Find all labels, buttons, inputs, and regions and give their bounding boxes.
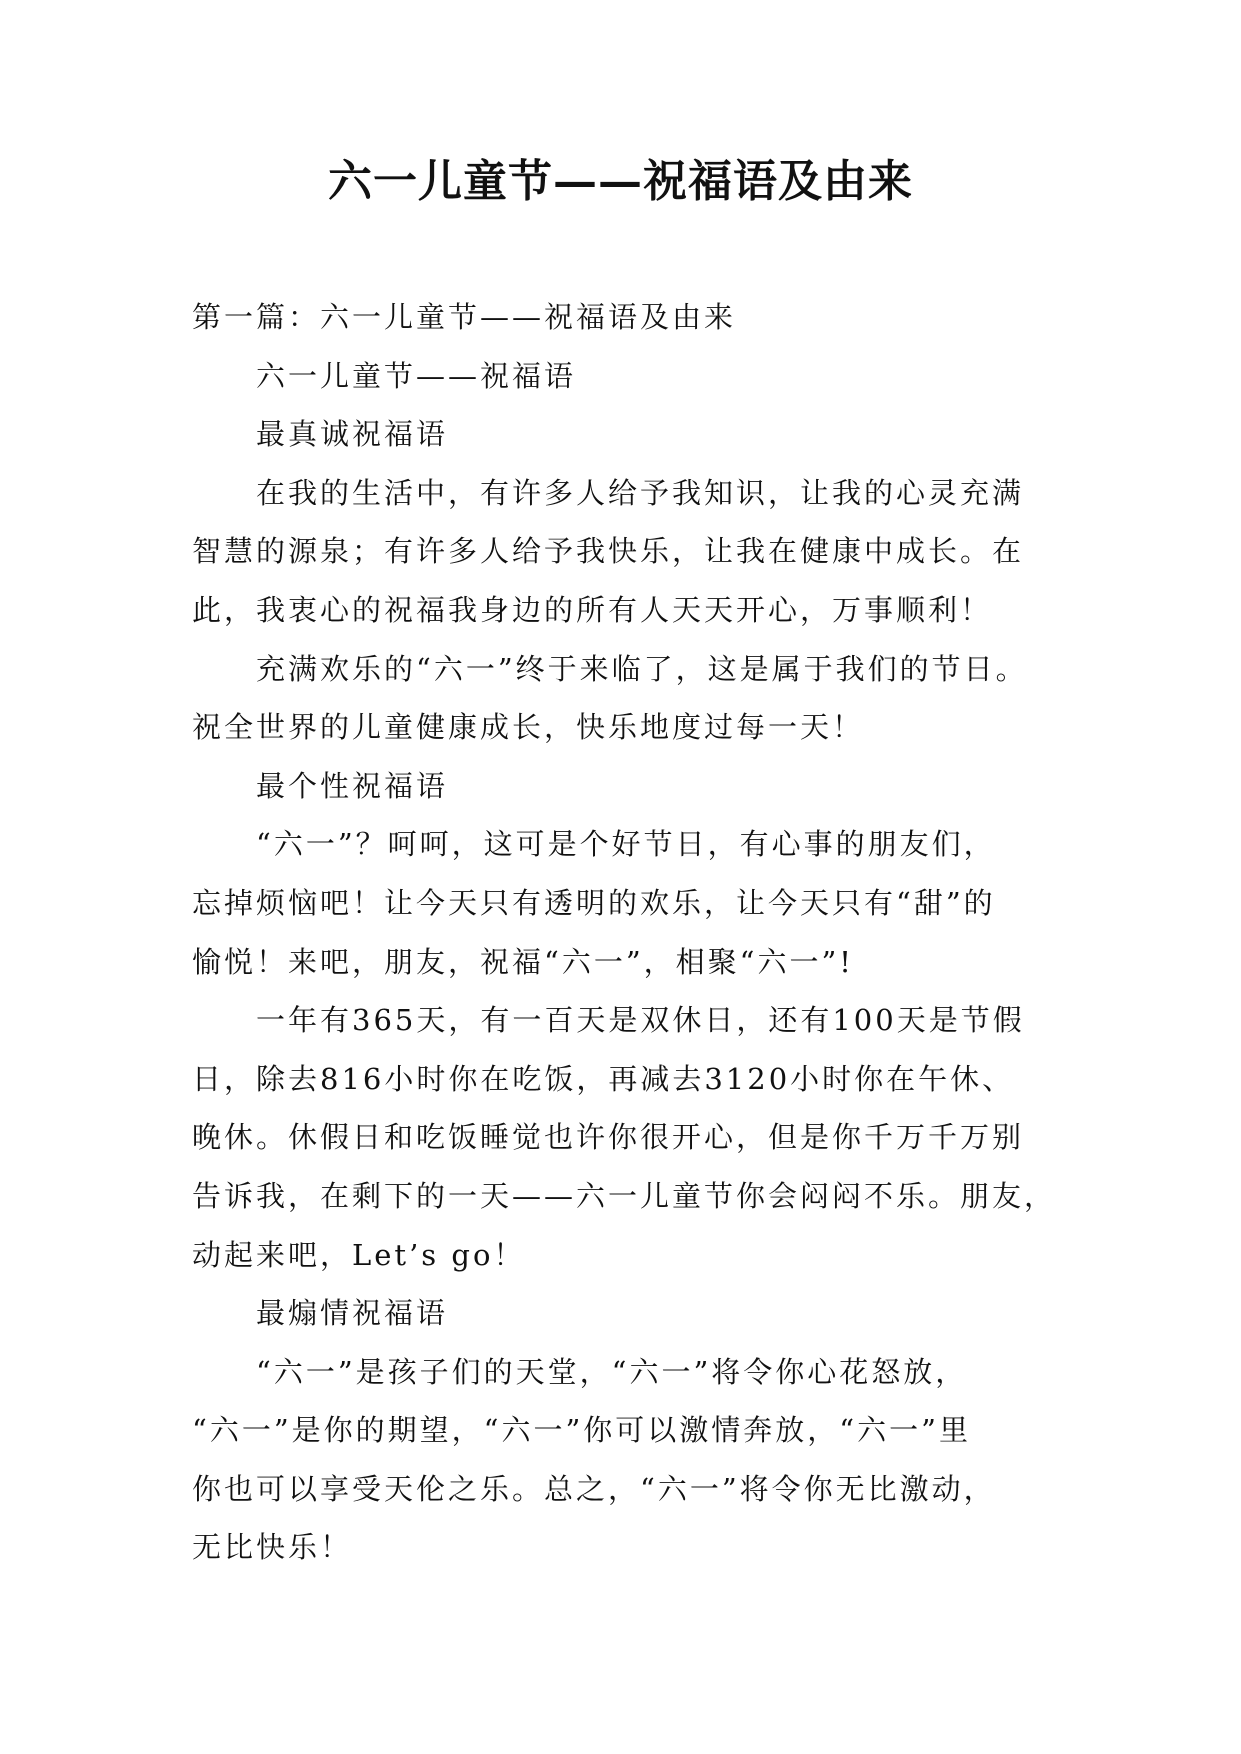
text-line: 智慧的源泉；有许多人给予我快乐，让我在健康中成长。在 bbox=[192, 534, 1025, 569]
text-line: 日，除去816小时你在吃饭，再减去3120小时你在午休、 bbox=[192, 1061, 1015, 1096]
text-line: 第一篇：六一儿童节——祝福语及由来 bbox=[192, 300, 737, 334]
text-line: 动起来吧，Let’s go！ bbox=[192, 1237, 526, 1272]
text-line: 愉悦！来吧，朋友，祝福“六一”，相聚“六一”! bbox=[192, 944, 854, 979]
text-line: 祝全世界的儿童健康成长，快乐地度过每一天！ bbox=[192, 710, 865, 745]
text-line: 最真诚祝福语 bbox=[256, 417, 449, 452]
text-line: 一年有365天，有一百天是双休日，还有100天是节假 bbox=[256, 1003, 1025, 1038]
text-line: 在我的生活中，有许多人给予我知识，让我的心灵充满 bbox=[256, 475, 1025, 510]
text-line: 你也可以享受天伦之乐。总之，“六一”将令你无比激动， bbox=[192, 1471, 996, 1506]
text-line: “六一”是孩子们的天堂，“六一”将令你心花怒放， bbox=[256, 1354, 968, 1389]
text-line: “六一”？呵呵，这可是个好节日，有心事的朋友们， bbox=[256, 827, 996, 862]
document-title: 六一儿童节——祝福语及由来 bbox=[328, 156, 913, 207]
text-line: 无比快乐！ bbox=[192, 1530, 353, 1565]
document-body bbox=[192, 288, 1057, 1577]
text-line: 告诉我，在剩下的一天——六一儿童节你会闷闷不乐。朋友， bbox=[192, 1178, 1057, 1213]
text-line: “六一”是你的期望，“六一”你可以激情奔放，“六一”里 bbox=[192, 1413, 971, 1448]
text-line: 六一儿童节——祝福语 bbox=[256, 358, 577, 393]
text-line: 最个性祝福语 bbox=[256, 768, 449, 803]
text-line: 此，我衷心的祝福我身边的所有人天天开心，万事顺利！ bbox=[192, 592, 993, 627]
text-line: 忘掉烦恼吧！让今天只有透明的欢乐，让今天只有“甜”的 bbox=[192, 885, 996, 920]
text-line: 晚休。休假日和吃饭睡觉也许你很开心，但是你千万千万别 bbox=[192, 1120, 1025, 1155]
text-line: 充满欢乐的“六一”终于来临了，这是属于我们的节日。 bbox=[256, 651, 1028, 686]
text-line: 最煽情祝福语 bbox=[256, 1296, 449, 1331]
